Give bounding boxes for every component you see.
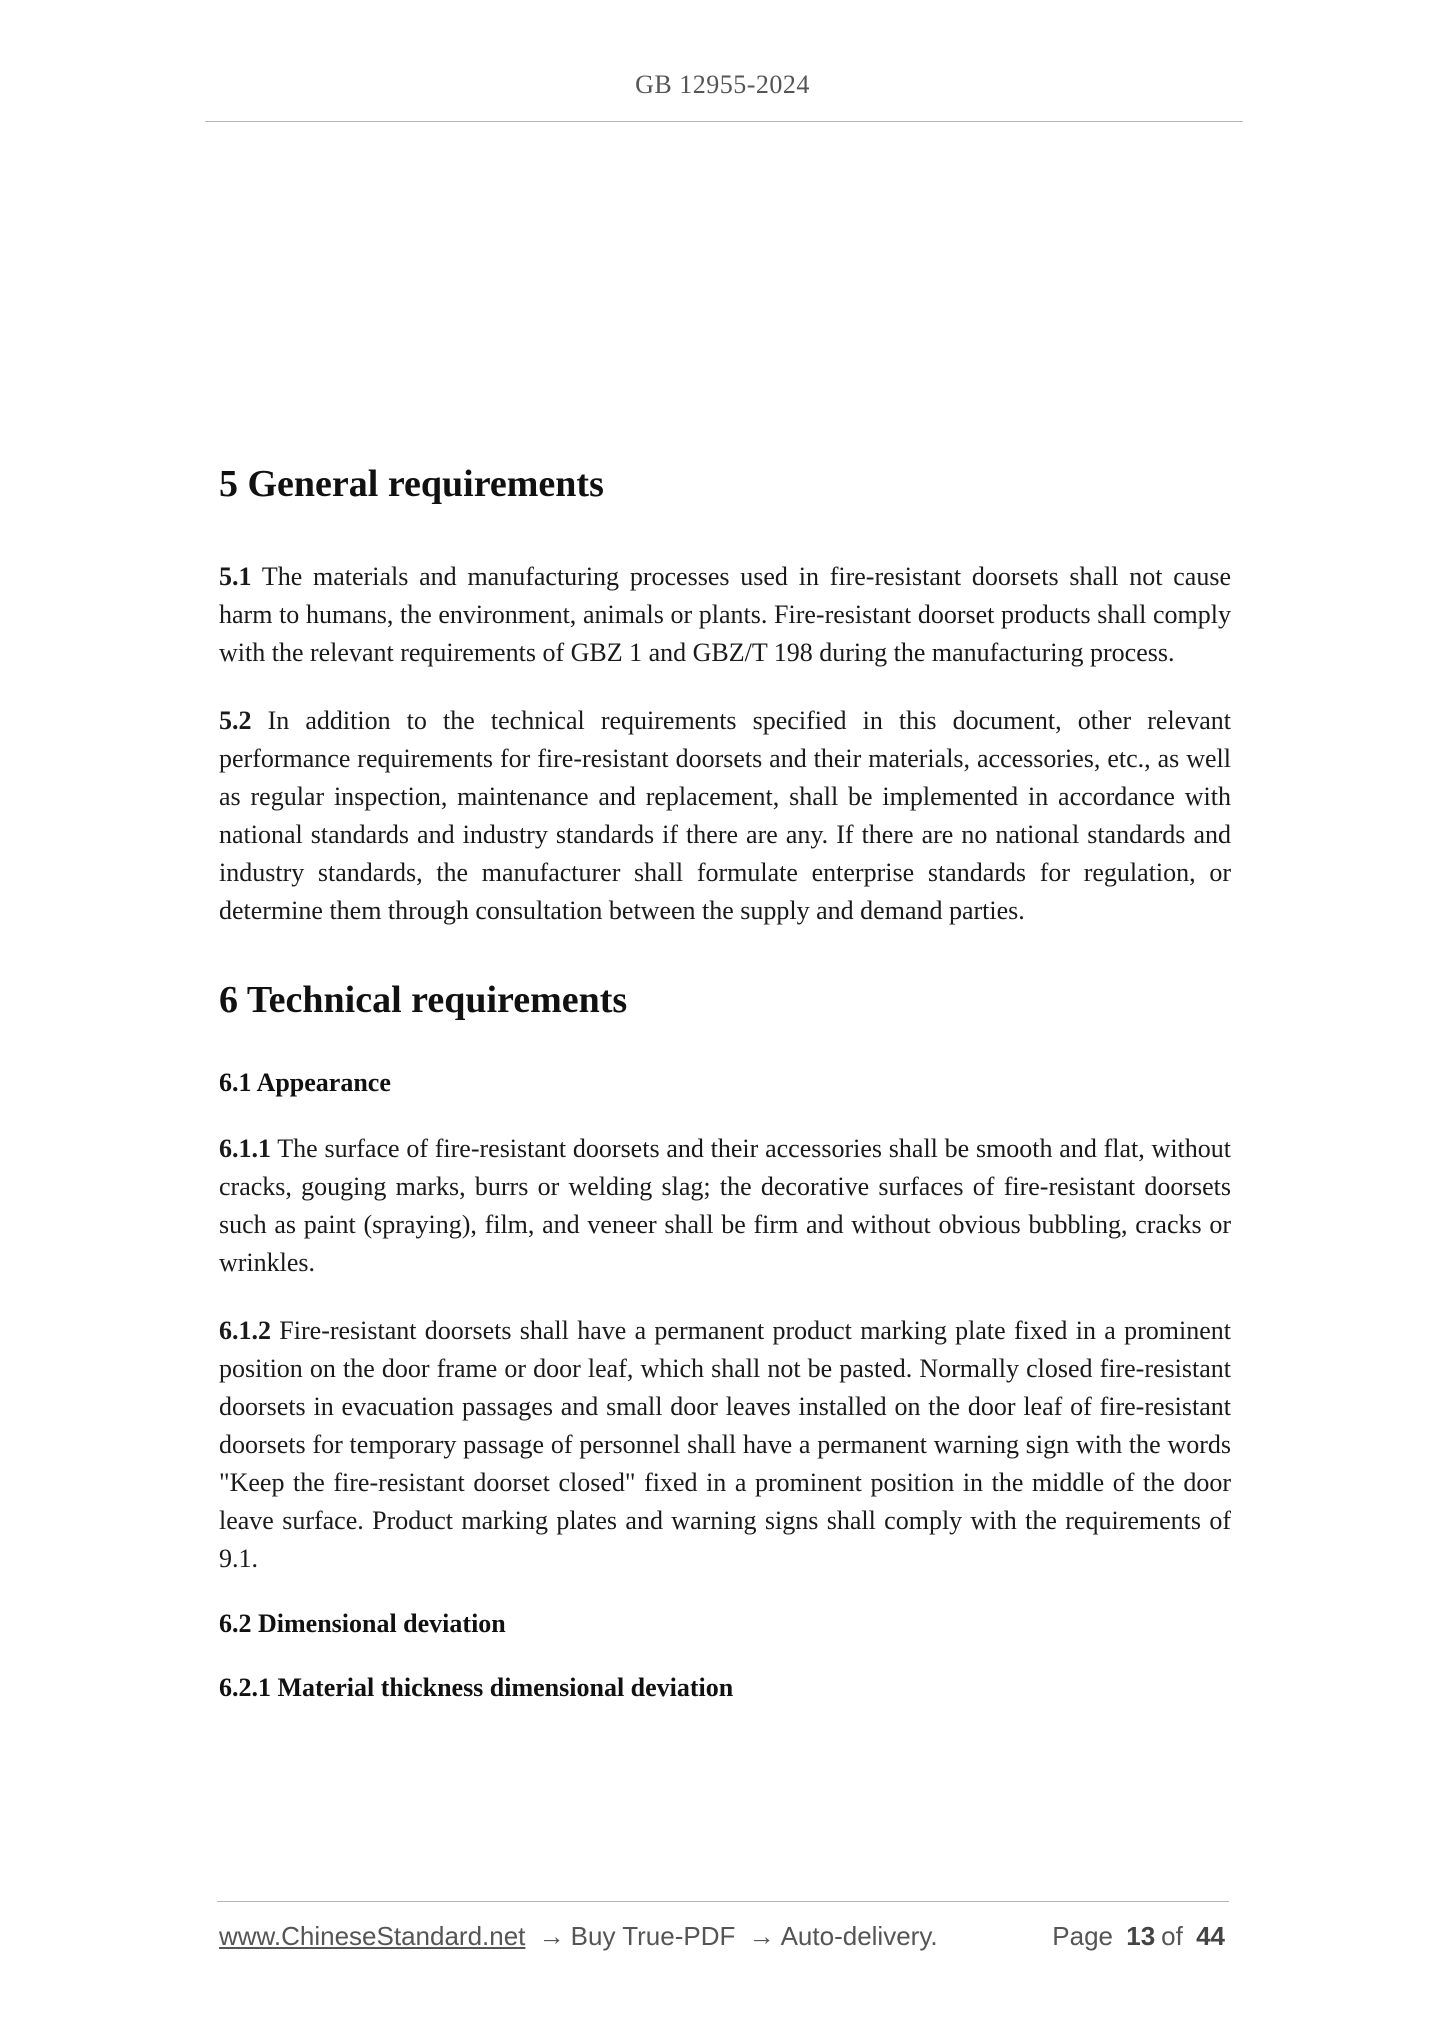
- clause-5-2: [219, 702, 1231, 930]
- clause-number: 6.1.1: [219, 1134, 271, 1164]
- clause-number: 6.1.2: [219, 1316, 271, 1346]
- footer-promo: [219, 1921, 938, 1952]
- page-total: 44: [1196, 1921, 1225, 1951]
- clause-text: Fire-resistant doorsets shall have a permanent product marking plate fixed in a prominent position on the door frame or door leaf, which shall not be pasted. Normally closed fire-resistant doorsets in evacuation passages and small door leaves installed on the door leaf of fire-resistant doorsets for temporary passage of personnel shall have a permanent warning sign with the words "Keep the fire-resistant doorset closed" fixed in a prominent position in the middle of the door leave surface. Product marking plates and warning signs shall comply with the requirements of 9.1.: [219, 1316, 1231, 1574]
- section-6-title: 6 Technical requirements: [219, 978, 628, 1021]
- section-5-title: 5 General requirements: [219, 463, 604, 505]
- buy-text: Buy True-PDF: [570, 1921, 736, 1951]
- clause-number: 5.2: [219, 705, 252, 735]
- clause-6-1-2: [219, 1312, 1231, 1578]
- clause-number: 5.1: [219, 561, 252, 591]
- clause-6-1-1: [219, 1130, 1231, 1282]
- clause-text: The materials and manufacturing processes used in fire-resistant doorsets shall not cause harm to humans, the environment, animals or plants. Fire-resistant doorset products shall comply with the relevant requirements of GBZ 1 and GBZ/T 198 during the manufacturing process.: [219, 561, 1231, 667]
- clause-text: The surface of fire-resistant doorsets and their accessories shall be smooth and flat, without cracks, gouging marks, burrs or welding slag; the decorative surfaces of fire-resistant doorsets such as paint (spraying), film, and veneer shall be firm and without obvious bubbling, cracks or wrinkles.: [219, 1134, 1231, 1278]
- page-label: Page: [1052, 1921, 1113, 1951]
- arrow-right-icon: →: [538, 1921, 565, 1951]
- subsection-6-2-1-title: 6.2.1 Material thickness dimensional deviation: [219, 1672, 734, 1702]
- subsection-6-1-title: 6.1 Appearance: [219, 1068, 391, 1098]
- page-number: [1052, 1921, 1231, 1952]
- document-code-header: GB 12955-2024: [635, 70, 810, 99]
- clause-5-1: [219, 558, 1231, 672]
- arrow-right-icon: →: [748, 1921, 775, 1951]
- page-of-label: of: [1161, 1921, 1183, 1951]
- header-divider: [205, 121, 1243, 122]
- website-link[interactable]: www.ChineseStandard.net: [219, 1921, 526, 1951]
- subsection-6-2-title: 6.2 Dimensional deviation: [219, 1609, 506, 1639]
- delivery-text: Auto-delivery.: [780, 1921, 938, 1951]
- clause-text: In addition to the technical requirements specified in this document, other relevant performance requirements for fire-resistant doorsets and their materials, accessories, etc., as well as regular inspection, maintenance and replacement, shall be implemented in accordance with national standards and industry standards if there are any. If there are no national standards and industry standards, the manufacturer shall formulate enterprise standards for regulation, or determine them through consultation between the supply and demand parties.: [219, 705, 1231, 925]
- footer-divider: [217, 1901, 1229, 1902]
- page-content: [219, 462, 1231, 1735]
- page-current: 13: [1126, 1921, 1156, 1951]
